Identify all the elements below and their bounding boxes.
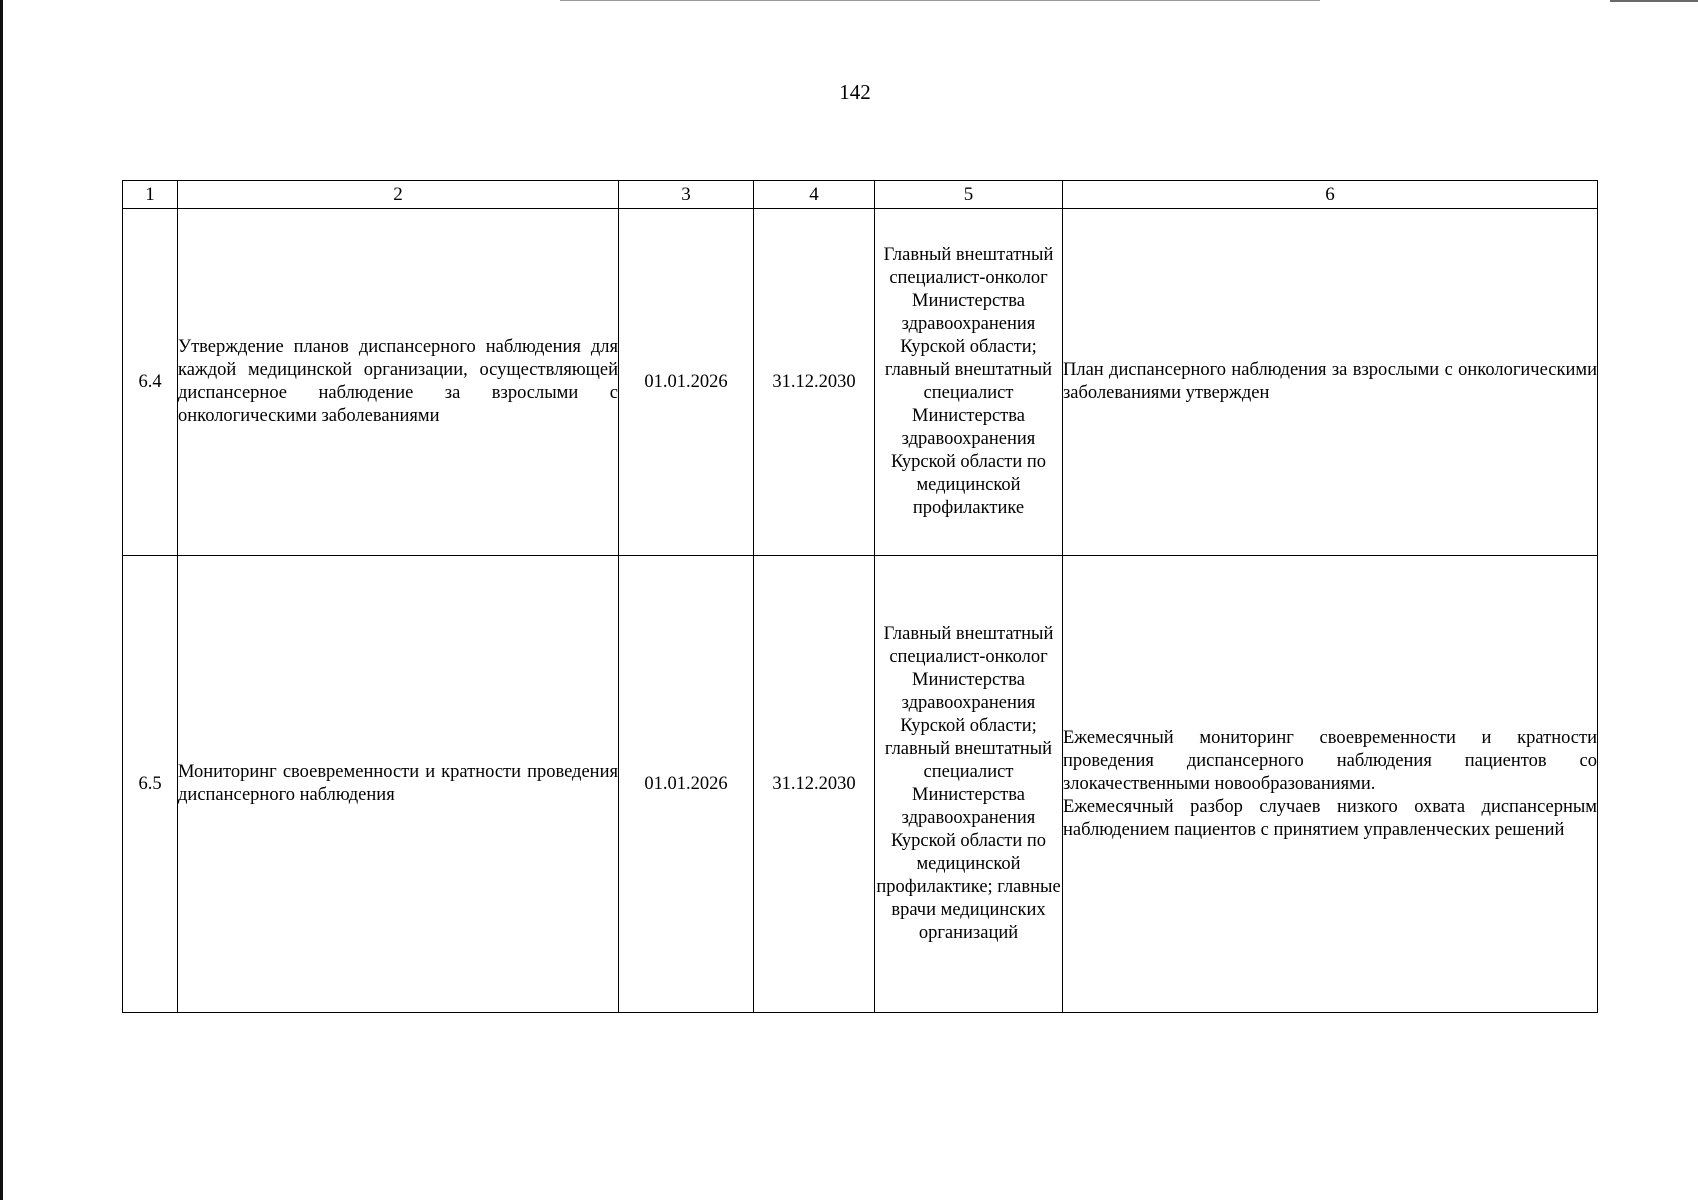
scan-top-line (560, 0, 1320, 1)
table-row (123, 556, 1598, 1013)
table-header-row (123, 181, 1598, 209)
activity-cell: Мониторинг своевременности и кратности проведения диспансерного наблюдения (178, 556, 619, 1013)
row-number: 6.4 (123, 209, 178, 556)
result-cell (1063, 209, 1598, 556)
row-number: 6.5 (123, 556, 178, 1013)
table-row (123, 209, 1598, 556)
scan-top-line-right (1610, 0, 1698, 2)
measures-table (122, 180, 1598, 1013)
result-text: Ежемесячный мониторинг своевременности и кратности проведения диспансерного наблюдения пациентов со злокачественными новообразованиями. (1063, 727, 1597, 794)
end-date-cell: 31.12.2030 (754, 556, 875, 1013)
result-cell (1063, 556, 1598, 1013)
result-text: Ежемесячный разбор случаев низкого охвата диспансерным наблюдением пациентов с принятием управленческих решений (1063, 796, 1597, 840)
column-header: 6 (1063, 181, 1598, 209)
column-header: 3 (619, 181, 754, 209)
column-header: 2 (178, 181, 619, 209)
page-number: 142 (839, 80, 871, 104)
column-header: 5 (875, 181, 1063, 209)
responsible-cell: Главный внештатный специалист-онколог Министерства здравоохранения Курской области; главный внештатный специалист Министерства здравоохранения Курской области по медицинской профилактике; главные врачи медицинских организаций (875, 556, 1063, 1013)
end-date-cell: 31.12.2030 (754, 209, 875, 556)
column-header: 4 (754, 181, 875, 209)
start-date-cell: 01.01.2026 (619, 209, 754, 556)
start-date-cell: 01.01.2026 (619, 556, 754, 1013)
responsible-cell: Главный внештатный специалист-онколог Министерства здравоохранения Курской области; главный внештатный специалист Министерства здравоохранения Курской области по медицинской профилактике (875, 209, 1063, 556)
scan-left-edge (0, 0, 3, 1200)
result-text: План диспансерного наблюдения за взрослыми с онкологическими заболеваниями утвержден (1063, 360, 1597, 403)
activity-cell: Утверждение планов диспансерного наблюдения для каждой медицинской организации, осуществляющей диспансерное наблюдение за взрослыми с онкологическими заболеваниями (178, 209, 619, 556)
column-header: 1 (123, 181, 178, 209)
